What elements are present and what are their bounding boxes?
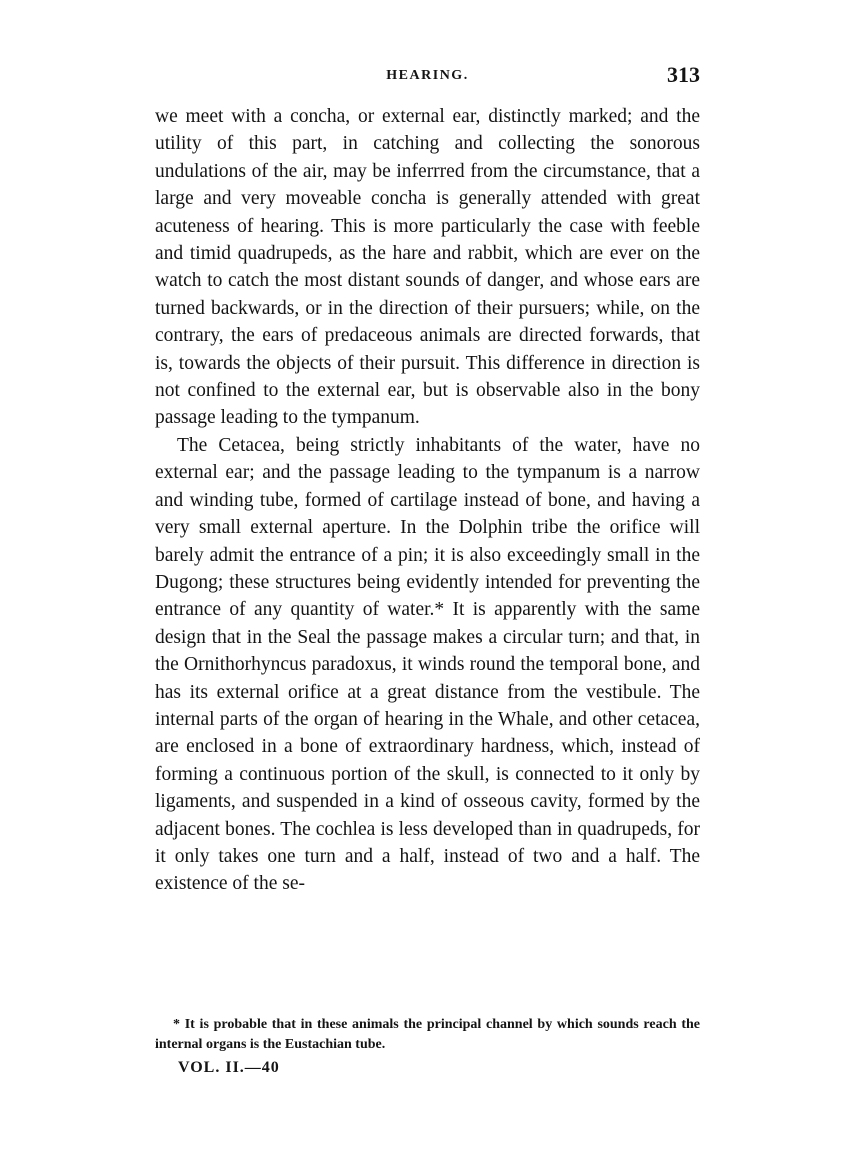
page-number: 313: [667, 62, 700, 87]
running-head: [155, 62, 700, 92]
footnote: * It is probable that in these animals the principal channel by which sounds reach the internal organs is the Eustachian tube.: [155, 1017, 700, 1052]
paragraph: The Cetacea, being strictly inhabitants of the water, have no external ear; and the passage leading to the tympanum is a narrow and winding tube, formed of cartilage instead of bone, and having a very small external aperture. In the Dolphin tribe the orifice will barely admit the entrance of a pin; it is also exceedingly small in the Dugong; these structures being evidently intended for preventing the entrance of any quantity of water.* It is apparently with the same design that in the Seal the passage makes a circular turn; and that, in the Ornithorhyncus paradoxus, it winds round the temporal bone, and has its external orifice at a great distance from the vestibule. The internal parts of the organ of hearing in the Whale, and other cetacea, are enclosed in a bone of extraordinary hardness, which, instead of forming a continuous portion of the skull, is connected to it only by ligaments, and suspended in a kind of osseous cavity, formed by the adjacent bones. The cochlea is less developed than in quadrupeds, for it only takes one turn and a half, instead of two and a half. The existence of the se-: [155, 434, 700, 895]
signature-mark: VOL. II.—40: [178, 1059, 280, 1076]
running-title: HEARING.: [386, 68, 469, 83]
paragraph: we meet with a concha, or external ear, distinctly marked; and the utility of this part, in catching and collecting the sonorous undulations of the air, may be inferrred from the circumstance, that a large and very moveable concha is generally attended with great acuteness of hearing. This is more particularly the case with feeble and timid quadrupeds, as the hare and rabbit, which are ever on the watch to catch the most distant sounds of danger, and whose ears are turned backwards, or in the direction of their pursuers; while, on the contrary, the ears of predaceous animals are directed forwards, that is, towards the objects of their pursuit. This difference in direction is not confined to the external ear, but is observable also in the bony passage leading to the tympanum.: [155, 106, 700, 429]
body-text: [155, 103, 700, 898]
